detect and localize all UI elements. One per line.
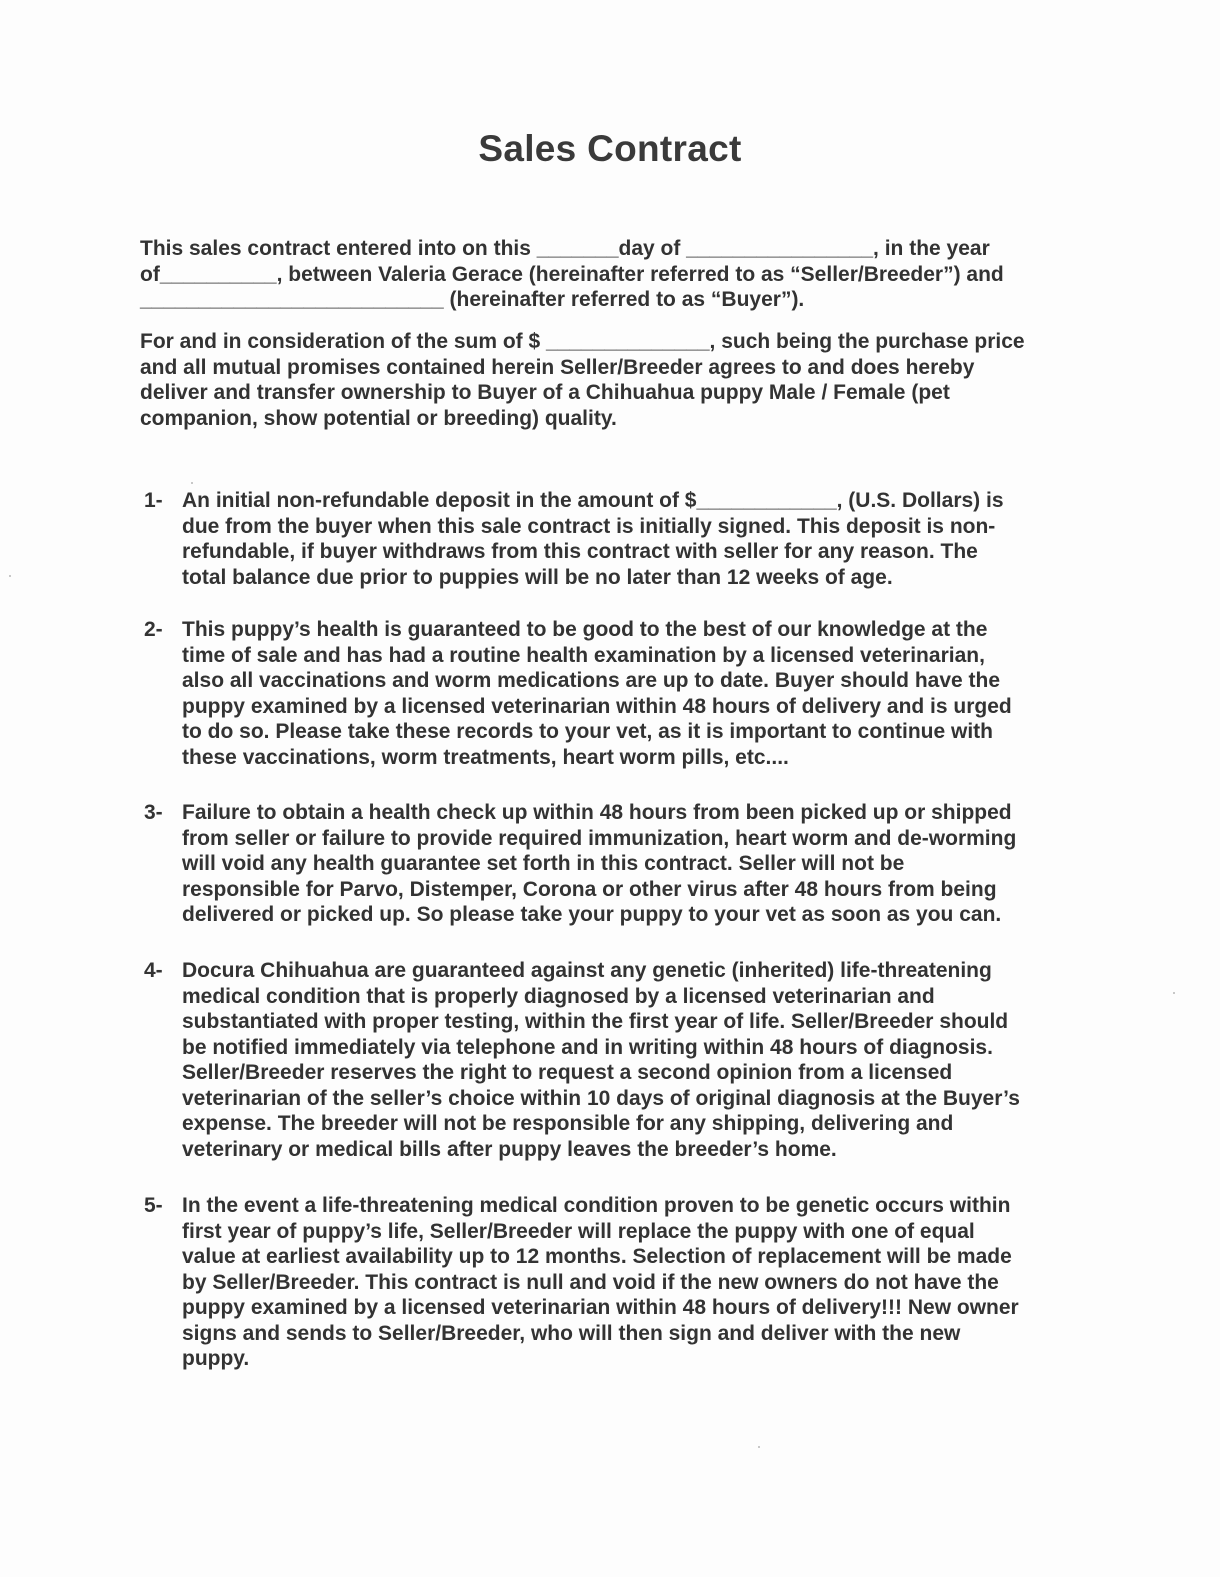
intro-line: This sales contract entered into on this _______day of ________________, in the year [140,237,990,260]
clause-line: total balance due prior to puppies will be no later than 12 weeks of age. [182,565,893,589]
intro-paragraph [140,236,1090,313]
clause-line: puppy examined by a licensed veterinarian within 48 hours of delivery and is urged [182,694,1012,718]
clause-line: these vaccinations, worm treatments, heart worm pills, etc.... [182,745,789,769]
clause-body [182,1193,1092,1372]
clause-line: be notified immediately via telephone and in writing within 48 hours of diagnosis. [182,1035,993,1059]
clause-line: by Seller/Breeder. This contract is null and void if the new owners do not have the [182,1270,999,1294]
clause-number: 2- [144,618,163,641]
clause-line: veterinary or medical bills after puppy leaves the breeder’s home. [182,1137,837,1161]
consideration-paragraph [140,329,1090,431]
clause-line: puppy. [182,1347,250,1370]
clause-line: Failure to obtain a health check up within 48 hours from been picked up or shipped [182,801,1012,824]
clause-line: time of sale and has had a routine health examination by a licensed veterinarian, [182,643,985,667]
page-title: Sales Contract [478,128,742,169]
clause-body [182,800,1092,928]
scan-speck [758,1446,760,1448]
intro-line: of__________, between Valeria Gerace (hereinafter referred to as “Seller/Breeder”) and [140,262,1004,286]
clause-line: signs and sends to Seller/Breeder, who will then sign and deliver with the new [182,1321,961,1345]
consideration-line: For and in consideration of the sum of $ ______________, such being the purchase price [140,330,1025,353]
clause-line: medical condition that is properly diagnosed by a licensed veterinarian and [182,984,935,1008]
clause-body [182,488,1092,590]
clause-line: This puppy’s health is guaranteed to be good to the best of our knowledge at the [182,618,988,641]
clause-line: substantiated with proper testing, within the first year of life. Seller/Breeder should [182,1010,1009,1033]
clause-line: value at earliest availability up to 12 months. Selection of replacement will be made [182,1245,1012,1268]
scan-speck [1173,992,1175,994]
clause-line: In the event a life-threatening medical condition proven to be genetic occurs within [182,1194,1011,1217]
clause-line: from seller or failure to provide required immunization, heart worm and de-worming [182,826,1017,850]
clause-line: responsible for Parvo, Distemper, Corona or other virus after 48 hours from being [182,877,997,901]
clause-line: due from the buyer when this sale contract is initially signed. This deposit is non- [182,514,996,538]
clause-body [182,617,1092,770]
clause-number: 3- [144,801,163,824]
clause-number: 4- [144,959,163,982]
clause-line: to do so. Please take these records to your vet, as it is important to continue with [182,720,994,743]
clause-line: Docura Chihuahua are guaranteed against any genetic (inherited) life-threatening [182,959,992,982]
clause-number: 5- [144,1194,163,1217]
clause-line: refundable, if buyer withdraws from this contract with seller for any reason. The [182,540,978,563]
consideration-line: companion, show potential or breeding) quality. [140,406,617,430]
clause-line: first year of puppy’s life, Seller/Breeder will replace the puppy with one of equal [182,1219,975,1243]
consideration-line: and all mutual promises contained herein Seller/Breeder agrees to and does hereby [140,355,975,379]
clause-line: veterinarian of the seller’s choice within 10 days of original diagnosis at the Buyer’s [182,1086,1020,1110]
clause-line: also all vaccinations and worm medications are up to date. Buyer should have the [182,669,1001,692]
clause-body [182,958,1092,1162]
intro-line: __________________________ (hereinafter referred to as “Buyer”). [140,288,805,311]
scan-speck [9,575,11,577]
consideration-line: deliver and transfer ownership to Buyer of a Chihuahua puppy Male / Female (pet [140,381,950,404]
scan-speck [191,482,193,484]
clause-line: Seller/Breeder reserves the right to request a second opinion from a licensed [182,1061,953,1084]
clause-line: expense. The breeder will not be responsible for any shipping, delivering and [182,1112,954,1135]
clause-line: delivered or picked up. So please take your puppy to your vet as soon as you can. [182,903,1002,926]
clause-number: 1- [144,489,163,512]
clause-line: puppy examined by a licensed veterinarian within 48 hours of delivery!!! New owner [182,1296,1019,1319]
clause-line: will void any health guarantee set forth in this contract. Seller will not be [182,852,905,875]
clause-line: An initial non-refundable deposit in the amount of $____________, (U.S. Dollars) is [182,489,1004,512]
